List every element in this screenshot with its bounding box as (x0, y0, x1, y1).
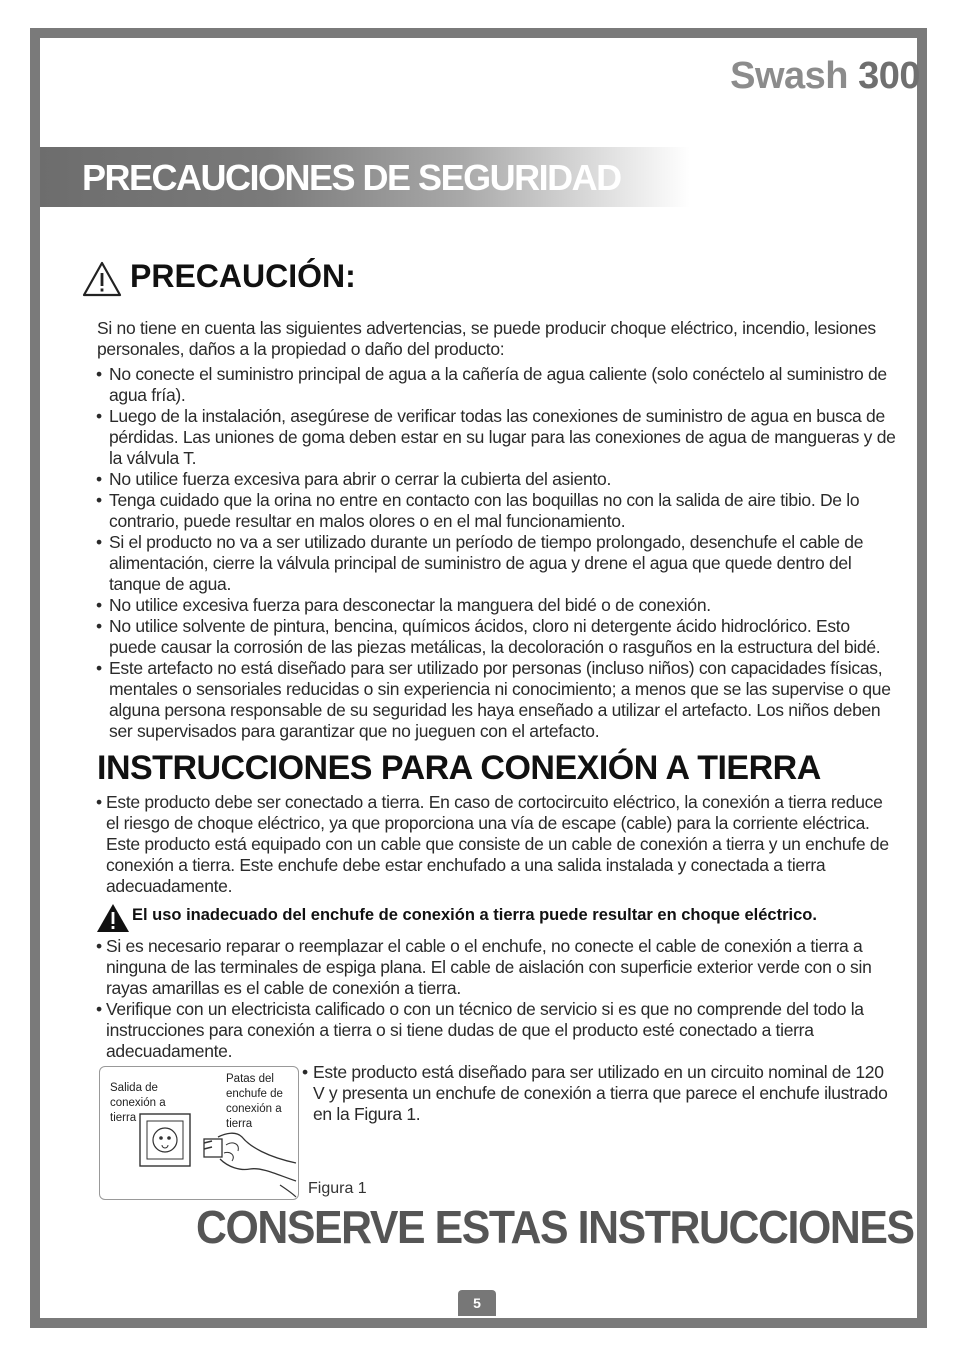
grounding-list-before-warning (96, 792, 896, 897)
list-item: • No utilice excesiva fuerza para desconectar la manguera del bidé o de conexión. (96, 595, 896, 616)
list-item: • Este producto debe ser conectado a tierra. En caso de cortocircuito eléctrico, la conexión a tierra reduce el riesgo de choque eléctrico, ya que proporciona una vía de escape (cable) para la corriente eléctrica. Este producto está equipado con un cable que consiste de un cable de conexión a tierra y un enchufe de conexión a tierra. Este enchufe debe estar enchufado a una salida instalada y conectada a tierra adecuadamente. (96, 792, 896, 897)
caution-title: PRECAUCIÓN: (130, 258, 356, 294)
list-item: • Si el producto no va a ser utilizado durante un período de tiempo prolongado, desenchufe el cable de alimentación, cierre la válvula principal de suministro de agua y drene el agua que quede dentro del tanque de agua. (96, 532, 896, 595)
save-instructions-title: CONSERVE ESTAS INSTRUCCIONES (196, 1201, 914, 1253)
list-item: • Este producto está diseñado para ser utilizado en un circuito nominal de 120 V y presenta un enchufe de conexión a tierra que parece el enchufe ilustrado en la Figura 1. (302, 1062, 898, 1125)
figure-1 (99, 1066, 299, 1200)
list-item: • No utilice fuerza excesiva para abrir o cerrar la cubierta del asiento. (96, 469, 896, 490)
caution-list (96, 364, 896, 742)
brand-name: Swash (730, 55, 849, 97)
brand-logo (730, 55, 920, 98)
list-item: • Tenga cuidado que la orina no entre en contacto con las boquillas no con la salida de aire tibio. De lo contrario, puede resultar en malos olores o en el mal funcionamiento. (96, 490, 896, 532)
list-item: • Si es necesario reparar o reemplazar el cable o el enchufe, no conecte el cable de conexión a tierra a ninguna de las terminales de espiga plana. El cable de aislación con superficie exterior verde con o sin rayas amarillas es el cable de conexión a tierra. (96, 936, 901, 999)
grounding-list-beside-figure (302, 1062, 898, 1125)
list-item: • Este artefacto no está diseñado para ser utilizado por personas (incluso niños) con capacidades físicas, mentales o sensoriales reducidas o sin experiencia ni conocimiento; a menos que se las supervise o que alguna persona responsable de su seguridad les haya enseñado a utilizar el artefacto. Los niños deben ser supervisados para garantizar que no jueguen con el artefacto. (96, 658, 896, 742)
page-number: 5 (458, 1290, 496, 1316)
list-item: • Luego de la instalación, asegúrese de verificar todas las conexiones de suministro de agua en busca de pérdidas. Las uniones de goma deben estar en su lugar para las conexiones de agua de mangueras y de la válvula T. (96, 406, 896, 469)
grounding-list-after-warning (96, 936, 901, 1062)
list-item: • Verifique con un electricista calificado o con un técnico de servicio si es que no comprende del todo la instrucciones para conexión a tierra o si tiene dudas de que el producto esté conectado a tierra adecuadamente. (96, 999, 901, 1062)
figure-caption: Figura 1 (308, 1180, 367, 1197)
warning-triangle-outline-icon (82, 260, 122, 298)
brand-model: 300 (858, 55, 920, 97)
figure-label-outlet: Salida de conexión a tierra (110, 1082, 166, 1124)
list-item: • No utilice solvente de pintura, bencina, químicos ácidos, cloro ni detergente ácido hidroclórico. Esto puede causar la corrosión de las piezas metálicas, la decoloración o rasguños en la estructura del bidé. (96, 616, 896, 658)
list-item: • No conecte el suministro principal de agua a la cañería de agua caliente (solo conéctelo al suministro de agua fría). (96, 364, 896, 406)
figure-label-plug: Patas del enchufe de conexión a tierra (226, 1073, 283, 1130)
caution-intro: Si no tiene en cuenta las siguientes advertencias, se puede producir choque eléctrico, incendio, lesiones personales, daños a la propiedad o daño del producto: (97, 318, 876, 359)
warning-triangle-filled-icon (96, 903, 130, 933)
section-title: PRECAUCIONES DE SEGURIDAD (82, 157, 621, 198)
grounding-warning-text: El uso inadecuado del enchufe de conexión a tierra puede resultar en choque eléctrico. (132, 906, 817, 924)
grounding-title: INSTRUCCIONES PARA CONEXIÓN A TIERRA (97, 749, 821, 787)
